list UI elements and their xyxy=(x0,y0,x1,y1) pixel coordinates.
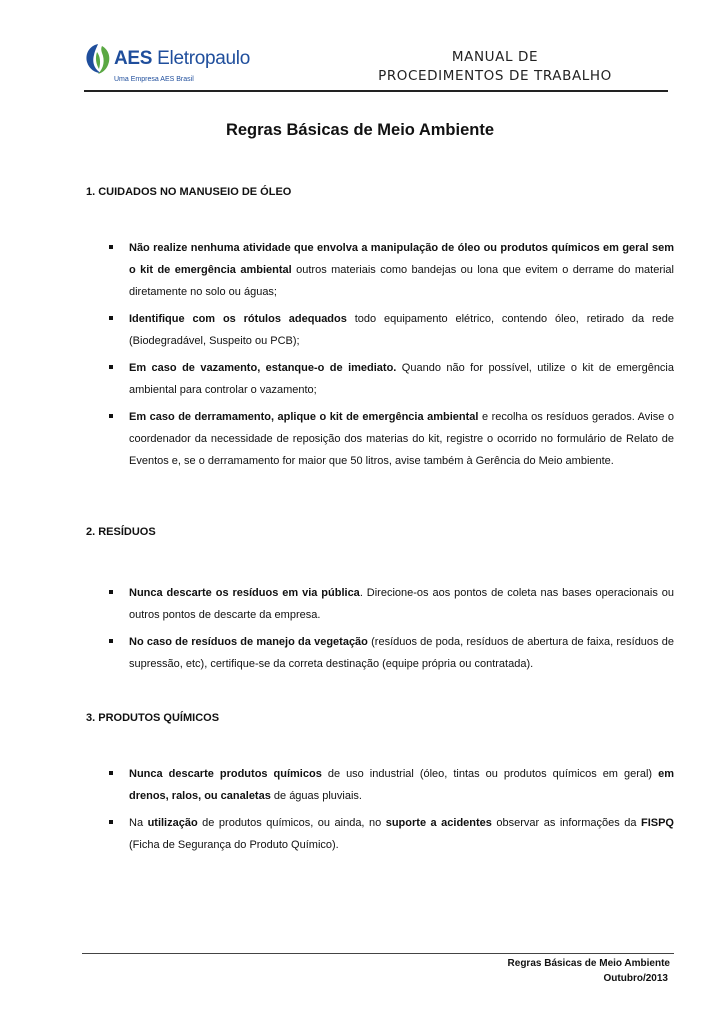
bullet-icon xyxy=(109,245,113,249)
section-list-chemicals xyxy=(86,763,674,861)
bullet-icon xyxy=(109,365,113,369)
list-item: Identifique com os rótulos adequados todo equipamento elétrico, contendo óleo, retirado da rede (Biodegradável, Suspeito ou PCB); xyxy=(86,308,674,352)
bullet-icon xyxy=(109,771,113,775)
list-item: Em caso de derramamento, aplique o kit de emergência ambiental e recolha os resíduos gerados. Avise o coordenador da necessidade de reposição dos materias do kit, registre o ocorrido no formulário de Relato de Eventos e, se o derramamento for maior que 50 litros, avise também à Gerência do Meio ambiente. xyxy=(86,406,674,472)
manual-title-line1: MANUAL DE xyxy=(451,49,539,65)
page-title: Regras Básicas de Meio Ambiente xyxy=(225,121,495,139)
footer-date: Outubro/2013 xyxy=(603,973,668,984)
list-item: Não realize nenhuma atividade que envolva a manipulação de óleo ou produtos químicos em geral sem o kit de emergência ambiental outros materiais como bandejas ou lona que evitem o derrame do material diretamente no solo ou águas; xyxy=(86,237,674,303)
list-item: Nunca descarte os resíduos em via pública. Direcione-os aos pontos de coleta nas bases operacionais ou outros pontos de descarte da empresa. xyxy=(86,582,674,626)
list-item: Em caso de vazamento, estanque-o de imediato. Quando não for possível, utilize o kit de emergência ambiental para controlar o vazamento; xyxy=(86,357,674,401)
footer-divider xyxy=(82,953,674,954)
bullet-icon xyxy=(109,820,113,824)
section-list-oil xyxy=(86,237,674,477)
brand-name: AES Eletropaulo xyxy=(114,48,250,69)
manual-title-line2: PROCEDIMENTOS DE TRABALHO xyxy=(378,68,612,84)
section-list-waste xyxy=(86,582,674,680)
list-item: Nunca descarte produtos químicos de uso industrial (óleo, tintas ou produtos químicos em geral) em drenos, ralos, ou canaletas de águas pluviais. xyxy=(86,763,674,807)
section-heading-oil: 1. CUIDADOS NO MANUSEIO DE ÓLEO xyxy=(86,186,292,198)
company-logo xyxy=(84,42,254,94)
bullet-icon xyxy=(109,316,113,320)
section-heading-waste: 2. RESÍDUOS xyxy=(86,526,156,538)
section-heading-chemicals: 3. PRODUTOS QUÍMICOS xyxy=(86,712,220,724)
bullet-icon xyxy=(109,639,113,643)
aes-logo-icon xyxy=(84,42,112,76)
bullet-icon xyxy=(109,414,113,418)
list-item: Na utilização de produtos químicos, ou ainda, no suporte a acidentes observar as informações da FISPQ (Ficha de Segurança do Produto Químico). xyxy=(86,812,674,856)
list-item: No caso de resíduos de manejo da vegetação (resíduos de poda, resíduos de abertura de faixa, resíduos de supressão, etc), certifique-se da correta destinação (equipe própria ou contratada). xyxy=(86,631,674,675)
footer-title: Regras Básicas de Meio Ambiente xyxy=(507,958,670,969)
bullet-icon xyxy=(109,590,113,594)
manual-title xyxy=(300,48,690,86)
brand-tagline: Uma Empresa AES Brasil xyxy=(114,76,194,83)
header-divider xyxy=(84,90,668,92)
